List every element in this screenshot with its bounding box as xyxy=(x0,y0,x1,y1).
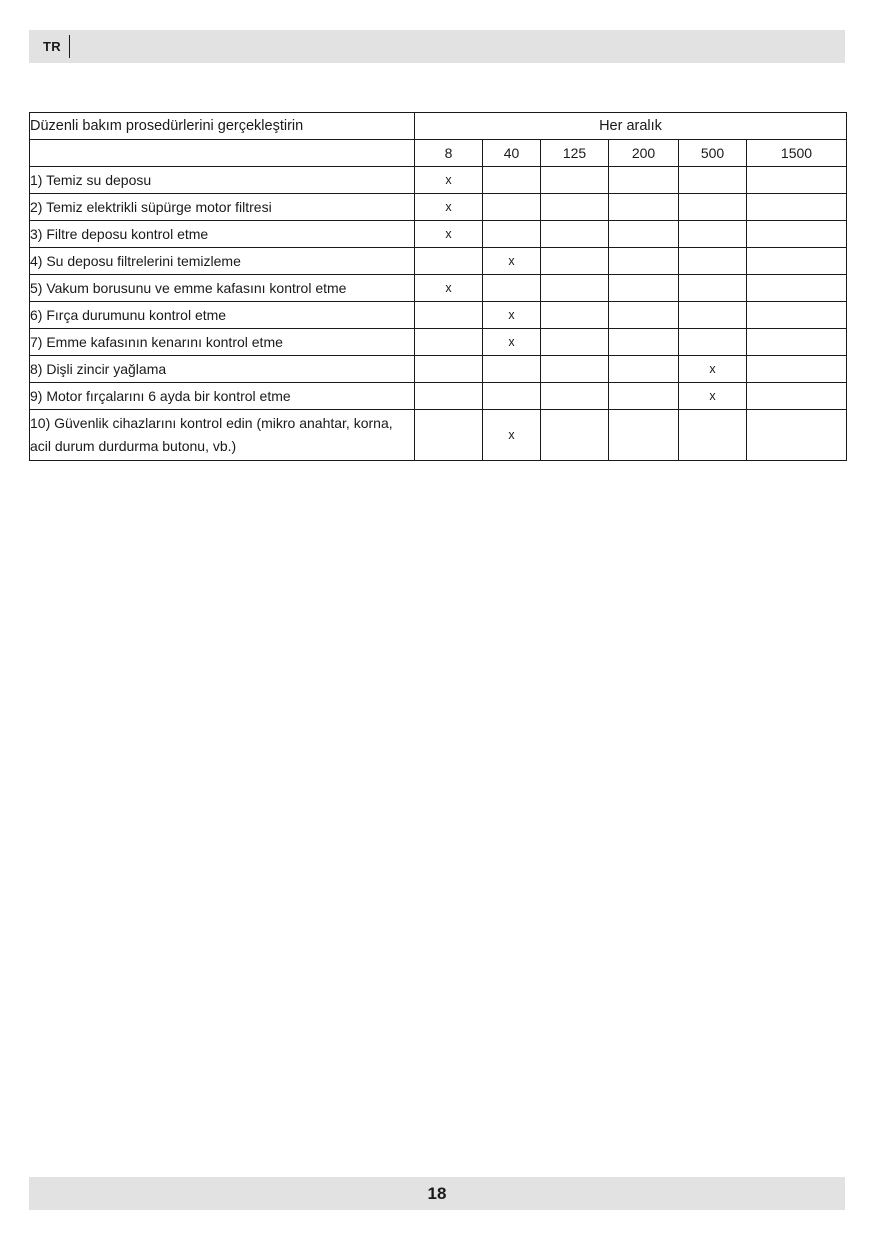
mark-cell xyxy=(679,221,747,248)
task-cell: 6) Fırça durumunu kontrol etme xyxy=(30,302,415,329)
mark-cell: x xyxy=(483,302,541,329)
mark-cell xyxy=(415,329,483,356)
mark-cell xyxy=(609,383,679,410)
header-divider xyxy=(69,35,70,58)
table-row xyxy=(30,410,847,461)
mark-cell xyxy=(541,275,609,302)
mark-cell xyxy=(541,167,609,194)
mark-cell xyxy=(679,248,747,275)
interval-value: 8 xyxy=(415,140,483,167)
page-number: 18 xyxy=(427,1184,447,1203)
mark-cell: x xyxy=(483,248,541,275)
table-row xyxy=(30,221,847,248)
mark-cell xyxy=(609,329,679,356)
mark-cell xyxy=(609,167,679,194)
mark-cell xyxy=(415,302,483,329)
mark-cell xyxy=(609,248,679,275)
mark-cell xyxy=(747,383,847,410)
mark-cell xyxy=(609,302,679,329)
mark-cell xyxy=(483,194,541,221)
mark-cell xyxy=(415,410,483,461)
page-footer-bar xyxy=(29,1177,845,1210)
table-row xyxy=(30,302,847,329)
mark-cell xyxy=(679,167,747,194)
mark-cell xyxy=(541,248,609,275)
mark-cell xyxy=(541,194,609,221)
task-cell: 3) Filtre deposu kontrol etme xyxy=(30,221,415,248)
mark-cell xyxy=(679,275,747,302)
mark-cell: x xyxy=(415,221,483,248)
task-cell: 7) Emme kafasının kenarını kontrol etme xyxy=(30,329,415,356)
task-cell: 1) Temiz su deposu xyxy=(30,167,415,194)
task-column-header: Düzenli bakım prosedürlerini gerçekleştirin xyxy=(30,113,415,140)
mark-cell xyxy=(747,329,847,356)
interval-column-header: Her aralık xyxy=(415,113,847,140)
mark-cell xyxy=(679,194,747,221)
task-cell: 10) Güvenlik cihazlarını kontrol edin (mikro anahtar, korna, acil durum durdurma butonu, vb.) xyxy=(30,410,415,461)
mark-cell xyxy=(415,356,483,383)
interval-value: 1500 xyxy=(747,140,847,167)
table-row xyxy=(30,383,847,410)
mark-cell xyxy=(541,410,609,461)
mark-cell: x xyxy=(679,383,747,410)
mark-cell xyxy=(541,356,609,383)
mark-cell xyxy=(483,383,541,410)
table-row xyxy=(30,248,847,275)
mark-cell xyxy=(747,167,847,194)
task-cell: 4) Su deposu filtrelerini temizleme xyxy=(30,248,415,275)
table-header-row xyxy=(30,113,847,140)
mark-cell xyxy=(483,167,541,194)
empty-cell xyxy=(30,140,415,167)
table-row xyxy=(30,329,847,356)
mark-cell: x xyxy=(415,194,483,221)
maintenance-schedule-table xyxy=(29,112,847,461)
mark-cell xyxy=(679,302,747,329)
mark-cell xyxy=(483,356,541,383)
table-row xyxy=(30,356,847,383)
mark-cell xyxy=(609,221,679,248)
table-row xyxy=(30,167,847,194)
mark-cell xyxy=(747,248,847,275)
mark-cell xyxy=(679,410,747,461)
mark-cell xyxy=(541,221,609,248)
mark-cell xyxy=(747,194,847,221)
mark-cell xyxy=(541,329,609,356)
interval-value: 500 xyxy=(679,140,747,167)
mark-cell xyxy=(609,275,679,302)
mark-cell: x xyxy=(415,167,483,194)
table-row xyxy=(30,194,847,221)
mark-cell xyxy=(747,275,847,302)
mark-cell: x xyxy=(483,329,541,356)
mark-cell: x xyxy=(679,356,747,383)
mark-cell xyxy=(541,383,609,410)
mark-cell xyxy=(483,221,541,248)
task-cell: 2) Temiz elektrikli süpürge motor filtresi xyxy=(30,194,415,221)
mark-cell xyxy=(747,302,847,329)
mark-cell xyxy=(415,248,483,275)
mark-cell xyxy=(609,194,679,221)
mark-cell xyxy=(747,221,847,248)
mark-cell: x xyxy=(415,275,483,302)
mark-cell xyxy=(679,329,747,356)
mark-cell xyxy=(609,410,679,461)
mark-cell xyxy=(415,383,483,410)
mark-cell: x xyxy=(483,410,541,461)
table-row xyxy=(30,275,847,302)
mark-cell xyxy=(541,302,609,329)
language-code: TR xyxy=(43,39,61,54)
mark-cell xyxy=(747,356,847,383)
mark-cell xyxy=(747,410,847,461)
mark-cell xyxy=(609,356,679,383)
interval-value: 40 xyxy=(483,140,541,167)
page-header-bar xyxy=(29,30,845,63)
task-cell: 8) Dişli zincir yağlama xyxy=(30,356,415,383)
interval-value: 125 xyxy=(541,140,609,167)
task-cell: 9) Motor fırçalarını 6 ayda bir kontrol etme xyxy=(30,383,415,410)
mark-cell xyxy=(483,275,541,302)
interval-values-row xyxy=(30,140,847,167)
task-cell: 5) Vakum borusunu ve emme kafasını kontrol etme xyxy=(30,275,415,302)
interval-value: 200 xyxy=(609,140,679,167)
